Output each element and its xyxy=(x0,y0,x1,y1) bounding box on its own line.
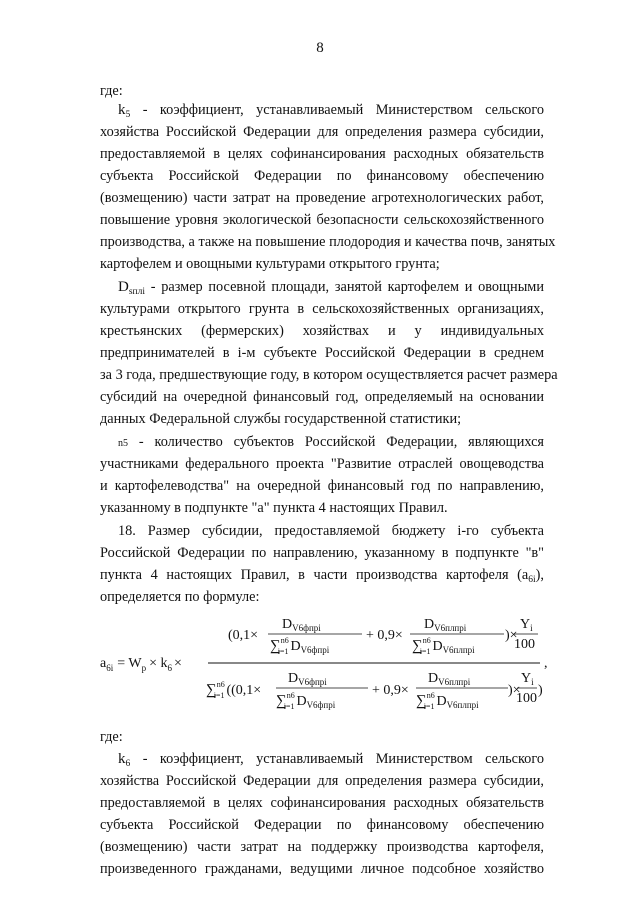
p18-line-1: 18. Размер субсидии, предоставляемой бюджету i-го субъекта xyxy=(118,523,544,539)
den-y-top: $Y_i$ xyxy=(521,671,534,687)
k5-symbol: k xyxy=(118,102,126,118)
k6-definition-line-3: предоставляемой в целях софинансирования расходных обязательств xyxy=(100,795,544,811)
numerator-close: )× xyxy=(505,628,518,643)
p18-line-4: определяется по формуле: xyxy=(100,589,260,605)
where-label-2: где: xyxy=(100,729,123,745)
n5-definition-line-2: участниками федерального проекта "Развитие отраслей овощеводства xyxy=(100,456,544,472)
dspli-definition-line-3: крестьянских (фермерских) хозяйствах и у индивидуальных xyxy=(100,323,544,339)
n5-symbol: n5 xyxy=(118,438,128,449)
den-frac-1-bottom: ∑$^{n6}$ i=1 $D_{V6фпрi}$ xyxy=(276,691,336,711)
num-frac-1-top: $D_{V6фпрi}$ xyxy=(282,617,321,633)
formula-end-comma: , xyxy=(544,656,548,671)
k5-definition-line-7: производства, а также на повышение плодородия и качества почв, занятых xyxy=(100,234,556,250)
k6-definition-line-1: $k_6$ - коэффициент, устанавливаемый Министерством сельского xyxy=(118,751,544,769)
p18-line-3: пункта 4 настоящих Правил, в части производства картофеля $(a_{6i})$, xyxy=(100,567,544,585)
num-frac-2-bottom: ∑$^{n6}$ i=1 $D_{V6плпрi}$ xyxy=(412,636,475,656)
dspli-definition-line-7: данных Федеральной службы государственной статистики; xyxy=(100,411,462,427)
n5-definition-line-4: указанному в подпункте "а" пункта 4 настоящих Правил. xyxy=(100,500,448,516)
num-frac-1-bottom: ∑$^{n6}$ i=1 $D_{V6фпрi}$ xyxy=(270,636,330,656)
k5-definition-line-3: предоставляемой в целях софинансирования расходных обязательств xyxy=(100,146,544,162)
k6-definition-line-4: субъекта Российской Федерации по финансовому обеспечению xyxy=(100,817,544,833)
k5-definition-line-4: субъекта Российской Федерации по финансовому обеспечению xyxy=(100,168,544,184)
k5-subscript: 5 xyxy=(125,110,131,120)
denominator-outer-close: ) xyxy=(538,683,543,698)
formula-graphic xyxy=(100,612,560,717)
k6-subscript: 6 xyxy=(125,759,131,769)
dspli-definition-line-5: за 3 года, предшествующие году, в котором осуществляется расчет размера xyxy=(100,367,558,383)
denominator-coef-2: + 0,9× xyxy=(372,683,409,698)
k6-symbol: k xyxy=(118,751,126,767)
den-frac-2-bottom: ∑$^{n6}$ i=1 $D_{V6плпрi}$ xyxy=(416,691,479,711)
k5-definition-line-8: картофелем и овощными культурами открытого грунта; xyxy=(100,256,440,272)
dspli-definition-line-4: предпринимателей в i-м субъекте Российской Федерации в среднем xyxy=(100,345,544,361)
k5-definition-line-2: хозяйства Российской Федерации для определения размера субсидии, xyxy=(100,124,544,140)
den-frac-1-top: $D_{V6фпрi}$ xyxy=(288,671,327,687)
p18-line-2: Российской Федерации по направлению, указанному в подпункте "в" xyxy=(100,545,544,561)
k5-definition-line-1: $k_5$ - коэффициент, устанавливаемый Министерством сельского xyxy=(118,102,544,120)
num-y-bottom: 100 xyxy=(514,637,535,652)
numerator-coef-2: + 0,9× xyxy=(366,628,403,643)
denominator-close: )× xyxy=(508,683,521,698)
dspli-subscript: sплi xyxy=(128,287,146,297)
den-y-bottom: 100 xyxy=(516,691,537,706)
formula-lhs: $a_{6i} = W_p \times k_6$ × xyxy=(100,656,182,673)
dspli-definition-line-1: $D_{sплi}$ - размер посевной площади, занятой картофелем и овощными xyxy=(118,279,544,297)
k6-definition-line-6: произведенного гражданами, ведущими личное подсобное хозяйство xyxy=(100,861,544,877)
dspli-symbol: D xyxy=(118,279,129,295)
num-frac-2-top: $D_{V6плпрi}$ xyxy=(424,617,467,633)
subsidy-formula xyxy=(100,612,560,717)
page-number: 8 xyxy=(316,40,324,56)
n5-definition-line-1: n5 - количество субъектов Российской Федерации, являющихся xyxy=(118,434,544,450)
k5-definition-line-6: повышение уровня экологической безопасности сельскохозяйственного xyxy=(100,212,544,228)
k6-definition-line-2: хозяйства Российской Федерации для определения размера субсидии, xyxy=(100,773,544,789)
k5-definition-line-5: (возмещению) части затрат на проведение агротехнологических работ, xyxy=(100,190,544,206)
n5-definition-line-3: и картофелеводства" на очередной финансовый год по направлению, xyxy=(100,478,544,494)
k6-definition-line-5: (возмещению) части затрат на поддержку производства картофеля, xyxy=(100,839,544,855)
denominator-sum: ∑$^{n6}$ i=1 ((0,1× xyxy=(206,680,262,700)
dspli-definition-line-2: культурами открытого грунта в сельскохозяйственных организациях, xyxy=(100,301,544,317)
den-frac-2-top: $D_{V6плпрi}$ xyxy=(428,671,471,687)
dspli-definition-line-6: субсидий на очередной финансовый год, определяемый на основании xyxy=(100,389,544,405)
num-y-top: $Y_i$ xyxy=(520,617,533,633)
numerator-coef-1: (0,1× xyxy=(228,628,259,643)
where-label-1: где: xyxy=(100,83,123,99)
